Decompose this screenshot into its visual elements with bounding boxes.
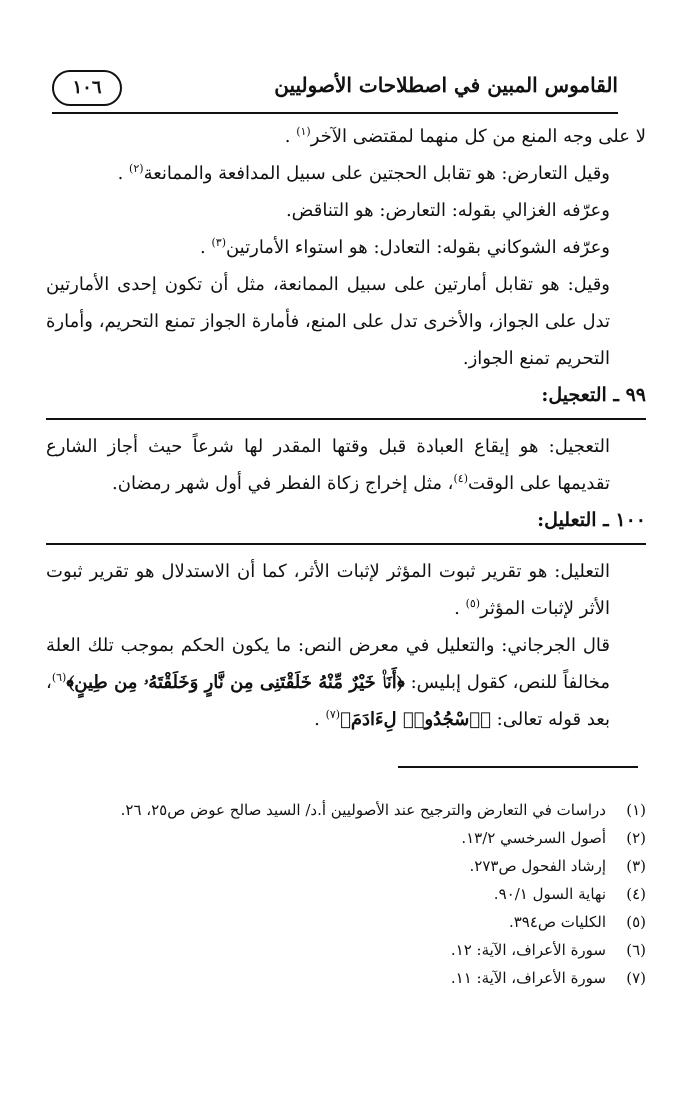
footnote-ref[interactable]: (٣): [211, 236, 226, 249]
footnote-ref[interactable]: (٢): [129, 162, 144, 175]
text-run: التعليل: هو تقرير ثبوت المؤثر لإثبات الأثر، كما أن الاستدلال هو تقرير ثبوت الأثر لإثبات المؤثر: [46, 561, 610, 619]
footnote: [46, 880, 646, 908]
footnote-text: سورة الأعراف، الآية: ١٢.: [450, 941, 606, 959]
section-heading: ١٠٠ ـ التعليل:: [537, 509, 646, 531]
footnote: [46, 852, 646, 880]
text-run: .: [284, 126, 291, 147]
text-run: .: [314, 709, 320, 730]
paragraph: [46, 627, 646, 738]
paragraph: [46, 553, 646, 627]
footnote: [46, 936, 646, 964]
footnote-number: (٣): [626, 857, 646, 875]
heading-rule: [46, 543, 646, 545]
text-run: لا على وجه المنع من كل منهما لمقتضى الآخر: [310, 126, 646, 147]
text-run: وقيل: هو تقابل أمارتين على سبيل الممانعة، مثل أن تكون إحدى الأمارتين تدل على الجواز، والأخرى تدل على المنع، فأمارة الجواز تمنع التحريم، وأمارة التحريم تمنع الجواز.: [46, 274, 610, 369]
footnote-number: (٦): [626, 941, 646, 959]
paragraph: [46, 266, 646, 377]
footnote-number: (٢): [626, 829, 646, 847]
paragraph: [46, 428, 646, 502]
footnote-text: الكليات ص٣٩٤.: [508, 913, 606, 931]
footnote: [46, 824, 646, 852]
page-number: ١٠٦: [52, 70, 122, 106]
footnote-text: نهاية السول ٩٠/١.: [493, 885, 606, 903]
footnote: [46, 908, 646, 936]
text-run: .: [200, 237, 206, 258]
paragraph: [46, 155, 646, 192]
quran-quote: ﴿أَنَا۠ خَيْرٌ مِّنْهُ خَلَقْتَنِى مِن نَّارٍ وَخَلَقْتَهُۥ مِن طِينٍ﴾: [66, 672, 405, 693]
running-header: [52, 60, 618, 114]
text-run: .: [454, 598, 460, 619]
text-run: ، مثل إخراج زكاة الفطر في أول شهر رمضان.: [112, 473, 454, 494]
text-run: وعرّفه الشوكاني بقوله: التعادل: هو استواء الأمارتين: [225, 237, 610, 258]
footnotes: [46, 796, 646, 992]
paragraph: [46, 192, 646, 229]
footnote-number: (٤): [626, 885, 646, 903]
footnote-number: (١): [626, 801, 646, 819]
footnote-ref[interactable]: (٥): [465, 597, 481, 610]
text-run: التعجيل: هو إيقاع العبادة قبل وقتها المقدر لها شرعاً حيث أجاز الشارع تقديمها على الوقت: [46, 436, 610, 494]
footnote-ref[interactable]: (٦): [51, 671, 67, 684]
heading-rule: [46, 418, 646, 420]
footnote-text: سورة الأعراف، الآية: ١١.: [450, 969, 606, 987]
paragraph: [46, 229, 646, 266]
text-run: وقيل التعارض: هو تقابل الحجتين على سبيل المدافعة والممانعة: [143, 163, 610, 184]
quran-quote: ﴿ٱسْجُدُوا۟ لِءَادَمَ﴾: [340, 709, 491, 730]
paragraph: [46, 118, 646, 155]
footnote-ref[interactable]: (١): [296, 125, 311, 138]
footnote-ref[interactable]: (٧): [325, 708, 341, 721]
footnote-number: (٧): [626, 969, 646, 987]
section-heading: ٩٩ ـ التعجيل:: [541, 384, 646, 406]
footnote-rule: [398, 766, 638, 768]
header-rule: [52, 112, 618, 114]
footnote-number: (٥): [626, 913, 646, 931]
footnote: [46, 796, 646, 824]
text-run: قال الجرجاني: والتعليل في معرض النص: ما يكون الحكم بموجب تلك العلة مخالفاً للنص، كقول إبليس:: [46, 635, 611, 693]
footnote-text: إرشاد الفحول ص٢٧٣.: [469, 857, 606, 875]
text-run: .: [117, 163, 124, 184]
main-text: [46, 118, 646, 738]
text-run: وعرّفه الغزالي بقوله: التعارض: هو التناقض.: [285, 200, 610, 221]
running-title: القاموس المبين في اصطلاحات الأصوليين: [274, 73, 618, 97]
footnote: [46, 964, 646, 992]
footnote-text: أصول السرخسي ١٣/٢.: [461, 829, 606, 847]
footnote-text: دراسات في التعارض والترجيح عند الأصوليين أ.د/ السيد صالح عوض ص٢٥، ٢٦.: [120, 801, 606, 819]
footnote-ref[interactable]: (٤): [453, 472, 469, 485]
text-run: ، بعد قوله تعالى:: [46, 672, 610, 730]
